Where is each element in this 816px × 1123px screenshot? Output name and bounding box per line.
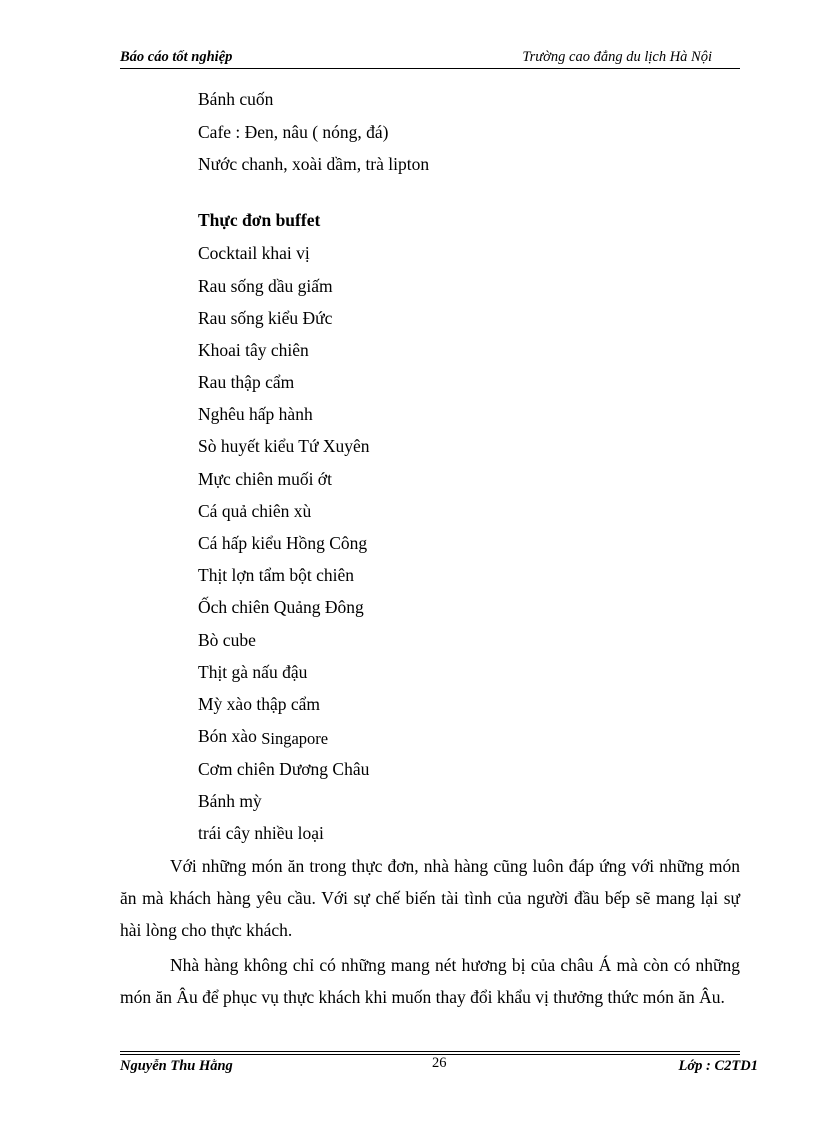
menu-item: Bánh mỳ [198, 791, 262, 811]
buffet-heading: Thực đơn buffet [198, 210, 321, 230]
page-header [120, 49, 740, 69]
header-school-name: Trường cao đẳng du lịch Hà Nội [522, 49, 712, 65]
menu-item: Bánh cuốn [198, 89, 274, 109]
page-number: 26 [432, 1055, 447, 1071]
menu-item: Sò huyết kiểu Tứ Xuyên [198, 436, 370, 456]
menu-item: Rau sống dầu giấm [198, 276, 333, 296]
menu-item: Mực chiên muối ớt [198, 469, 332, 489]
menu-item-bon-xao [198, 725, 328, 748]
menu-item-text: Bón xào [198, 726, 257, 746]
body-paragraph: Nhà hàng không chỉ có những mang nét hương bị của châu Á mà còn có những món ăn Âu để phục vụ thực khách khi muốn thay đổi khẩu vị thưởng thức món ăn Âu. [120, 955, 740, 1007]
menu-item: Cơm chiên Dương Châu [198, 759, 370, 779]
menu-item: Cafe : Đen, nâu ( nóng, đá) [198, 122, 389, 142]
footer-divider [120, 1051, 740, 1052]
footer-author: Nguyễn Thu Hằng [120, 1058, 233, 1074]
menu-item: Bò cube [198, 630, 256, 650]
menu-item: Rau sống kiểu Đức [198, 308, 333, 328]
menu-item: Rau thập cẩm [198, 372, 295, 392]
menu-item: Cocktail khai vị [198, 243, 310, 263]
menu-item: Cá hấp kiểu Hồng Công [198, 533, 368, 553]
menu-item: Khoai tây chiên [198, 340, 309, 360]
menu-item: Nước chanh, xoài dầm, trà lipton [198, 154, 430, 174]
menu-item: Nghêu hấp hành [198, 404, 313, 424]
menu-item-suffix: Singapore [261, 729, 329, 748]
menu-item: Mỳ xào thập cẩm [198, 694, 320, 714]
header-divider [120, 68, 740, 69]
menu-item: Thịt lợn tẩm bột chiên [198, 565, 355, 585]
menu-item: Ốch chiên Quảng Đông [198, 597, 364, 617]
footer-divider [120, 1054, 740, 1055]
body-paragraph: Với những món ăn trong thực đơn, nhà hàng cũng luôn đáp ứng với những món ăn mà khách hàng yêu cầu. Với sự chế biến tài tình của người đầu bếp sẽ mang lại sự hài lòng cho thực khách. [120, 856, 740, 940]
header-report-title: Báo cáo tốt nghiệp [120, 49, 233, 65]
footer-class: Lớp : C2TD1 [678, 1058, 758, 1074]
menu-item: Thịt gà nấu đậu [198, 662, 308, 682]
menu-item: Cá quả chiên xù [198, 501, 312, 521]
menu-item: trái cây nhiều loại [198, 823, 324, 843]
